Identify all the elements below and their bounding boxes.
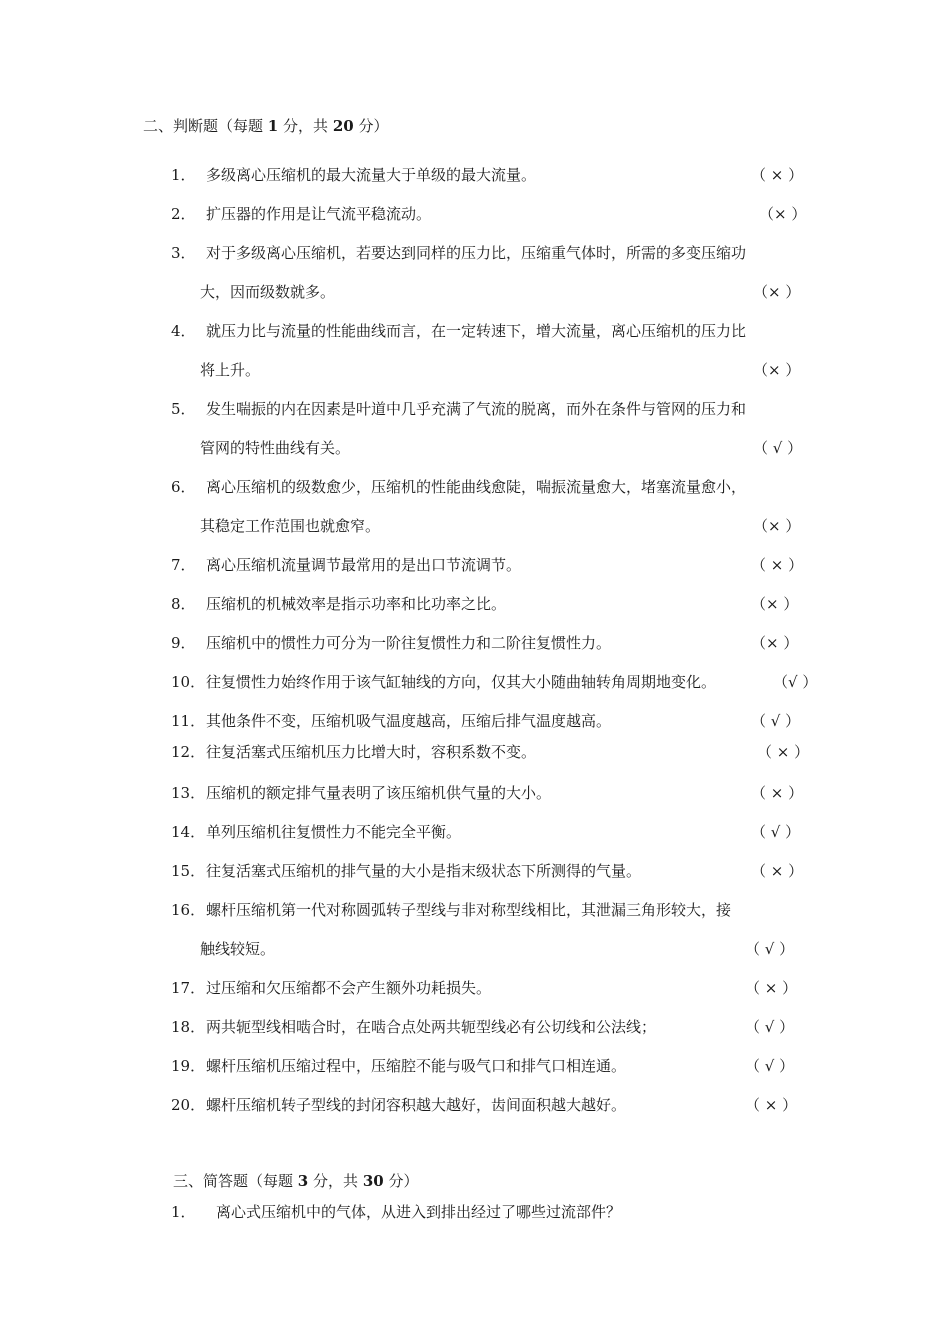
item-number: 6．: [171, 478, 196, 496]
section-heading-true-false: 二、判断题（每题 1 分，共 20 分）: [143, 117, 389, 135]
section-total: 30: [362, 1172, 384, 1190]
item-text-continued: 大，因而级数就多。: [200, 283, 336, 301]
item-answer: （ × ）: [745, 979, 798, 997]
item-number: 1．: [171, 166, 196, 184]
item-number: 15．: [171, 862, 206, 880]
item-number: 20．: [171, 1096, 206, 1114]
question-number: 1．: [171, 1203, 196, 1221]
item-text: 往复活塞式压缩机的排气量的大小是指末级状态下所测得的气量。: [206, 862, 642, 880]
item-text: 对于多级离心压缩机，若要达到同样的压力比，压缩重气体时，所需的多变压缩功: [206, 244, 747, 262]
item-number: 8．: [171, 595, 196, 613]
item-number: 18．: [171, 1018, 206, 1036]
item-answer: （× ）: [753, 517, 801, 535]
item-answer: （ √ ）: [753, 439, 803, 457]
item-number: 17．: [171, 979, 206, 997]
item-number: 13．: [171, 784, 206, 802]
item-answer: （ √ ）: [745, 1018, 795, 1036]
item-number: 11．: [171, 712, 206, 730]
item-text-continued: 将上升。: [200, 361, 261, 379]
item-text-continued: 管网的特性曲线有关。: [200, 439, 351, 457]
item-text: 螺杆压缩机压缩过程中，压缩腔不能与吸气口和排气口相连通。: [206, 1057, 627, 1075]
item-answer: （ × ）: [751, 862, 804, 880]
item-text: 离心压缩机流量调节最常用的是出口节流调节。: [206, 556, 522, 574]
item-text: 扩压器的作用是让气流平稳流动。: [206, 205, 432, 223]
item-answer: （× ）: [751, 595, 799, 613]
item-answer: （ × ）: [751, 556, 804, 574]
item-text: 压缩机的机械效率是指示功率和比功率之比。: [206, 595, 507, 613]
item-number: 5．: [171, 400, 196, 418]
section-points: 1: [267, 117, 279, 135]
section-points: 3: [297, 1172, 309, 1190]
item-answer: （ √ ）: [751, 712, 801, 730]
item-text: 多级离心压缩机的最大流量大于单级的最大流量。: [206, 166, 537, 184]
item-answer: （× ）: [759, 205, 807, 223]
item-number: 7．: [171, 556, 196, 574]
item-number: 4．: [171, 322, 196, 340]
item-number: 19．: [171, 1057, 206, 1075]
section-heading-short-answer: 三、简答题（每题 3 分，共 30 分）: [173, 1172, 419, 1190]
item-text: 压缩机中的惯性力可分为一阶往复惯性力和二阶往复惯性力。: [206, 634, 612, 652]
item-text-continued: 触线较短。: [200, 940, 276, 958]
item-number: 9．: [171, 634, 196, 652]
item-number: 2．: [171, 205, 196, 223]
item-text: 螺杆压缩机第一代对称圆弧转子型线与非对称型线相比，其泄漏三角形较大，接: [206, 901, 732, 919]
item-answer: （ × ）: [757, 743, 810, 761]
item-answer: （× ）: [753, 283, 801, 301]
item-number: 12．: [171, 743, 206, 761]
item-answer: （ √ ）: [745, 1057, 795, 1075]
question-text: 离心式压缩机中的气体，从进入到排出经过了哪些过流部件？: [216, 1203, 622, 1221]
item-text: 就压力比与流量的性能曲线而言，在一定转速下，增大流量，离心压缩机的压力比: [206, 322, 747, 340]
item-answer: （√ ）: [773, 673, 818, 691]
item-text: 单列压缩机往复惯性力不能完全平衡。: [206, 823, 462, 841]
item-answer: （ √ ）: [751, 823, 801, 841]
item-text: 发生喘振的内在因素是叶道中几乎充满了气流的脱离，而外在条件与管网的压力和: [206, 400, 747, 418]
item-answer: （ × ）: [751, 166, 804, 184]
item-answer: （× ）: [751, 634, 799, 652]
item-text: 往复活塞式压缩机压力比增大时，容积系数不变。: [206, 743, 537, 761]
question-item: [171, 1202, 196, 1222]
item-number: 14．: [171, 823, 206, 841]
item-answer: （ × ）: [745, 1096, 798, 1114]
item-answer: （ √ ）: [745, 940, 795, 958]
item-text: 两共轭型线相啮合时，在啮合点处两共轭型线必有公切线和公法线；: [206, 1018, 657, 1036]
item-text: 过压缩和欠压缩都不会产生额外功耗损失。: [206, 979, 492, 997]
item-text: 离心压缩机的级数愈少，压缩机的性能曲线愈陡，喘振流量愈大，堵塞流量愈小，: [206, 478, 747, 496]
section-total: 20: [332, 117, 354, 135]
item-text: 其他条件不变，压缩机吸气温度越高，压缩后排气温度越高。: [206, 712, 612, 730]
item-text-continued: 其稳定工作范围也就愈窄。: [200, 517, 381, 535]
item-number: 3．: [171, 244, 196, 262]
item-number: 16．: [171, 901, 206, 919]
item-text: 压缩机的额定排气量表明了该压缩机供气量的大小。: [206, 784, 552, 802]
item-answer: （ × ）: [751, 784, 804, 802]
item-number: 10．: [171, 673, 206, 691]
item-text: 螺杆压缩机转子型线的封闭容积越大越好，齿间面积越大越好。: [206, 1096, 627, 1114]
item-text: 往复惯性力始终作用于该气缸轴线的方向，仅其大小随曲轴转角周期地变化。: [206, 673, 717, 691]
item-answer: （× ）: [753, 361, 801, 379]
